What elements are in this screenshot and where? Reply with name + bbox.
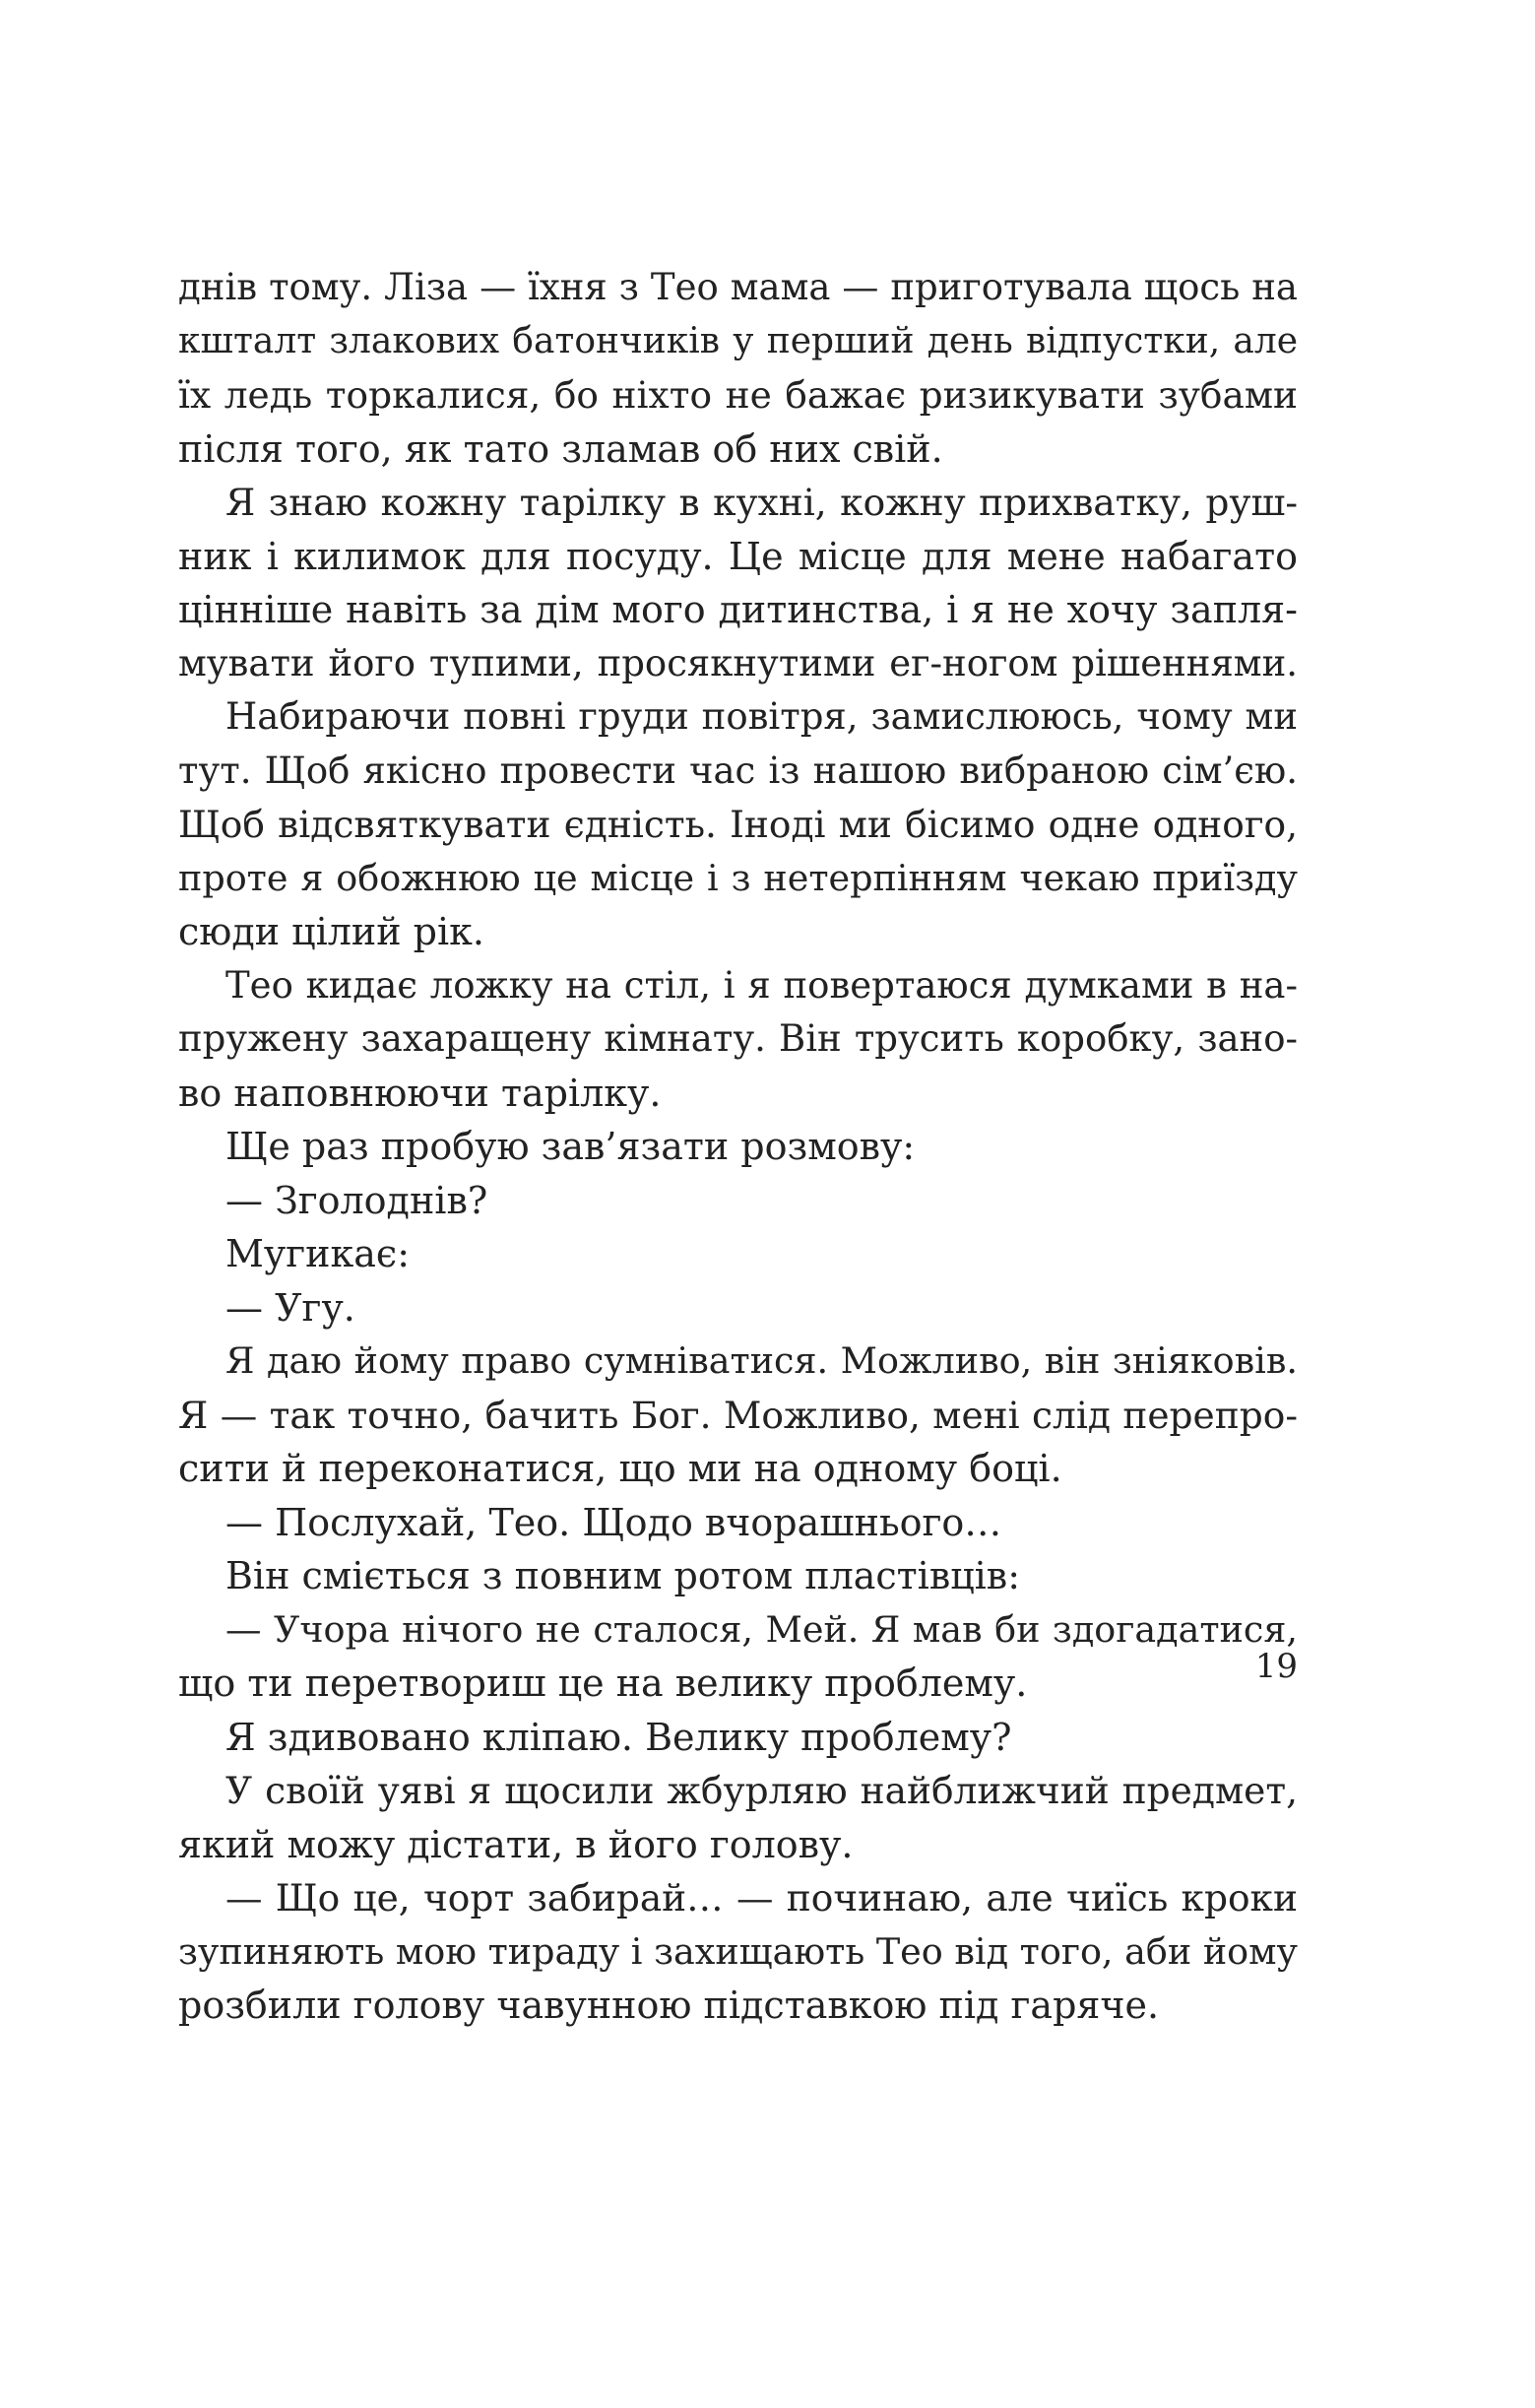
text-line: — Що це, чорт забирай… — починаю, але чиїсь кроки: [225, 1876, 1298, 1920]
page-number: 19: [1254, 1647, 1298, 1686]
body-text: [178, 261, 1298, 2033]
text-line: днів тому. Ліза — їхня з Тео мама — приготувала щось на: [178, 266, 1298, 308]
text-line: тут. Щоб якісно провести час із нашою вибраною сім’єю.: [178, 748, 1298, 792]
text-line: що ти перетвориш це на велику проблему.: [178, 1661, 1028, 1705]
text-line: во наповнюючи тарілку.: [178, 1071, 662, 1115]
text-line: Набираючи повні груди повітря, замислююсь, чому ми: [225, 695, 1298, 738]
text-line: Щоб відсвяткувати єдність. Іноді ми бісимо одне одного,: [178, 803, 1298, 846]
text-line: після того, як тато зламав об них свій.: [178, 426, 943, 471]
text-line: У своїй уяві я щосили жбурляю найближчий предмет,: [225, 1769, 1298, 1812]
text-line: сюди цілий рік.: [178, 910, 484, 953]
text-line: Ще раз пробую зав’язати розмову:: [225, 1125, 916, 1168]
text-line: розбили голову чавунною підставкою під гаряче.: [178, 1984, 1160, 2027]
text-line: Тео кидає ложку на стіл, і я повертаюся думками в на-: [225, 963, 1298, 1007]
text-line: мувати його тупими, просякнутими ег-ногом рішеннями.: [178, 641, 1298, 684]
text-line: їх ледь торкалися, бо ніхто не бажає ризикувати зубами: [178, 373, 1298, 417]
text-line: який можу дістати, в його голову.: [178, 1822, 854, 1866]
text-line: Мугикає:: [225, 1232, 410, 1275]
text-line: — Зголоднів?: [225, 1178, 488, 1222]
text-line: — Угу.: [225, 1285, 355, 1330]
text-line: цінніше навіть за дім мого дитинства, і я не хочу запля-: [178, 588, 1298, 631]
text-line: Я знаю кожну тарілку в кухні, кожну прихватку, руш-: [225, 481, 1298, 524]
text-line: проте я обожнюю це місце і з нетерпінням чекаю приїзду: [178, 856, 1298, 899]
text-line: ник і килимок для посуду. Це місце для мене набагато: [178, 534, 1298, 578]
text-line: кшталт злакових батончиків у перший день відпустки, але: [178, 320, 1298, 361]
text-line: Я — так точно, бачить Бог. Можливо, мені слід перепро-: [178, 1393, 1298, 1437]
text-line: Я здивовано кліпаю. Велику проблему?: [225, 1715, 1012, 1759]
text-line: зупиняють мою тираду і захищають Тео від того, аби йому: [178, 1929, 1298, 1973]
text-line: сити й переконатися, що ми на одному боці.: [178, 1447, 1062, 1490]
text-line: — Послухай, Тео. Щодо вчорашнього…: [225, 1500, 1002, 1544]
text-line: Він сміється з повним ротом пластівців:: [225, 1554, 1020, 1597]
text-line: пружену захаращену кімнату. Він трусить коробку, зано-: [178, 1017, 1298, 1060]
text-line: — Учора нічого не сталося, Мей. Я мав би здогадатися,: [225, 1607, 1298, 1651]
text-line: Я даю йому право сумніватися. Можливо, він зніяковів.: [225, 1339, 1298, 1382]
